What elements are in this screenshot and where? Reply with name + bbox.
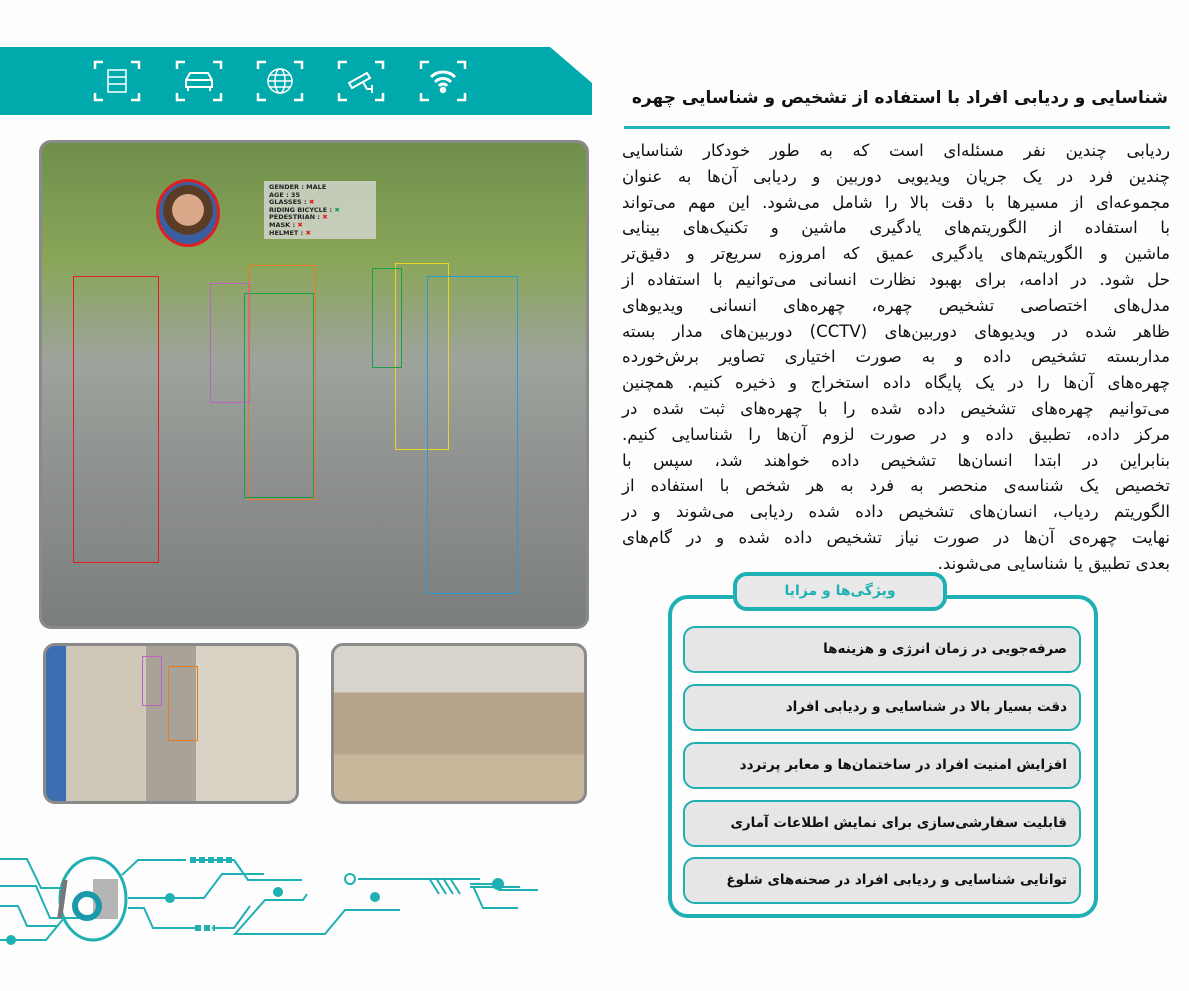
car-icon <box>175 57 223 105</box>
paragraph-line: ردیابی چندین نفر مسئله‌ای است که به طور خودکار شناسایی <box>622 141 1170 160</box>
paragraph-line: نهایت چهره‌ی آن‌ها در صورت نیاز تشخیص داده شده و در گام‌های <box>622 527 1170 547</box>
feature-item: صرفه‌جویی در زمان انرژی و هزینه‌ها <box>683 626 1081 673</box>
attr-label: GLASSES : <box>269 198 307 207</box>
paragraph-line: چندین فرد در یک جریان ویدیویی دوربین و ردیابی آن‌ها به عنوان <box>622 166 1170 186</box>
features-heading: ویژگی‌ها و مزایا <box>733 572 947 611</box>
helmet-attr <box>269 230 371 238</box>
feature-item: دقت بسیار بالا در شناسایی و ردیابی افراد <box>683 684 1081 731</box>
feature-item: افزایش امنیت افراد در ساختمان‌ها و معابر پرتردد <box>683 742 1081 789</box>
detection-box <box>372 268 402 368</box>
paragraph-line: مدل‌های اختصاصی تشخیص چهره، چهره‌های انسانی ویدیوهای <box>622 295 1170 315</box>
paragraph-line: بنابراین در ابتدا انسان‌ها تشخیص داده خواهند شد، سپس با <box>622 450 1170 470</box>
detection-box <box>168 666 198 741</box>
paragraph-line: بعدی تطبیق یا شناسایی می‌شوند. <box>937 553 1170 573</box>
attr-label: RIDING BICYCLE : <box>269 205 333 214</box>
check-icon: ✖ <box>334 205 340 214</box>
cross-icon: ✖ <box>305 228 311 237</box>
face-crop-circle <box>156 179 220 247</box>
paragraph-line: چهره‌های آن‌ها را در یک پایگاه داده استخراج و ذخیره کنیم. همچنین <box>622 373 1170 393</box>
server-icon <box>93 57 141 105</box>
attr-label: PEDESTRIAN : <box>269 213 320 222</box>
age-attr: AGE : 35 <box>269 190 300 199</box>
attr-label: MASK : <box>269 220 296 229</box>
paragraph-line: مداربسته تشخیص داده و به صورت اختیاری تصاویر برش‌خورده <box>622 347 1170 367</box>
paragraph-line: مجموعه‌ای از مسیرها با دقت بالا را شامل می‌شود. این مهم می‌تواند <box>622 192 1170 212</box>
circuit-decoration <box>0 820 640 991</box>
office-photo <box>331 643 587 804</box>
detection-box <box>210 283 250 403</box>
title-divider <box>624 126 1170 129</box>
cross-icon: ✖ <box>297 220 303 229</box>
paragraph-line: مرکز داده، تطبیق داده و در صورت لزوم آن‌ها را شناسایی کنیم. <box>622 424 1170 444</box>
cross-icon: ✖ <box>308 198 315 207</box>
page-title: شناسایی و ردیابی افراد با استفاده از تشخیص و شناسایی چهره <box>631 88 1168 108</box>
globe-icon <box>256 57 304 105</box>
attribute-overlay <box>264 181 376 239</box>
gender-attr: GENDER : MALE <box>269 183 327 191</box>
cctv-camera-icon <box>337 57 385 105</box>
feature-item: قابلیت سفارشی‌سازی برای نمایش اطلاعات آماری <box>683 800 1081 847</box>
paragraph-line: می‌توانیم چهره‌های تشخیص داده شده را با چهره‌های ثبت شده در <box>622 398 1170 418</box>
wifi-icon <box>419 57 467 105</box>
paragraph-line: الگوریتم ردیاب، انسان‌های تشخیص داده شده ردیابی می‌شوند و در <box>622 502 1170 522</box>
paragraph-line: ظاهر شده در ویدیوهای دوربین‌های (CCTV) دوربین‌های مدار بسته <box>622 321 1170 341</box>
icon-banner <box>0 47 592 115</box>
paragraph-line: ماشین و الگوریتم‌های یادگیری عمیق که امروزه سریع‌تر و دقیق‌تر <box>622 244 1170 264</box>
paragraph-line: با استفاده از الگوریتم‌های یادگیری ماشین و تکنیک‌های بینایی <box>622 218 1170 238</box>
attr-label: HELMET : <box>269 228 304 237</box>
paragraph-line: حل شود. در ادامه، برای بهبود نظارت انسانی می‌توانیم با استفاده از <box>622 269 1170 289</box>
detection-box <box>73 276 159 563</box>
feature-item: توانایی شناسایی و ردیابی افراد در صحنه‌های شلوغ <box>683 857 1081 904</box>
paragraph-line: تخصیص یک شناسه‌ی منحصر به فرد به هر شخص با استفاده از <box>622 476 1170 496</box>
cross-icon: ✖ <box>322 213 328 222</box>
detection-box <box>427 276 518 594</box>
hallway-photo <box>43 643 299 804</box>
detection-box <box>244 293 314 498</box>
detection-box <box>142 656 162 706</box>
main-detection-photo <box>39 140 589 629</box>
description-paragraph <box>622 138 1170 577</box>
